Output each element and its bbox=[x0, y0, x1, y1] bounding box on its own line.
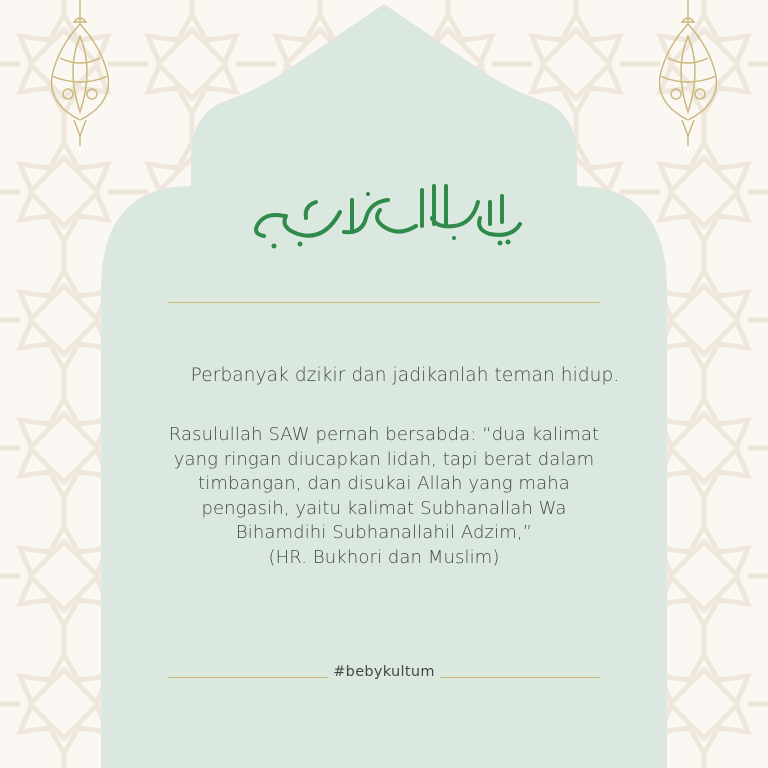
quote-line: Rasulullah SAW pernah bersabda: “dua kalimat bbox=[168, 424, 600, 445]
lantern-icon bbox=[646, 0, 730, 150]
bottom-divider-right bbox=[440, 677, 600, 678]
intro-text: Perbanyak dzikir dan jadikanlah teman hidup. bbox=[190, 365, 620, 386]
quote-line: yang ringan diucapkan lidah, tapi berat dalam bbox=[173, 448, 595, 470]
top-divider bbox=[168, 302, 600, 303]
bottom-divider-left bbox=[168, 677, 328, 678]
quote-line: Bihamdihi Subhanallahil Adzim,” bbox=[235, 522, 533, 543]
quote-line: pengasih, yaitu kalimat Subhanallah Wa bbox=[201, 497, 567, 519]
quote-source: (HR. Bukhori dan Muslim) bbox=[268, 546, 500, 568]
bismillah-calligraphy bbox=[240, 172, 530, 254]
hadith-quote bbox=[120, 423, 648, 570]
lantern-icon bbox=[38, 0, 122, 150]
quote-line: timbangan, dan disukai Allah yang maha bbox=[198, 473, 570, 494]
hashtag-label: #bebykultum bbox=[333, 664, 435, 680]
